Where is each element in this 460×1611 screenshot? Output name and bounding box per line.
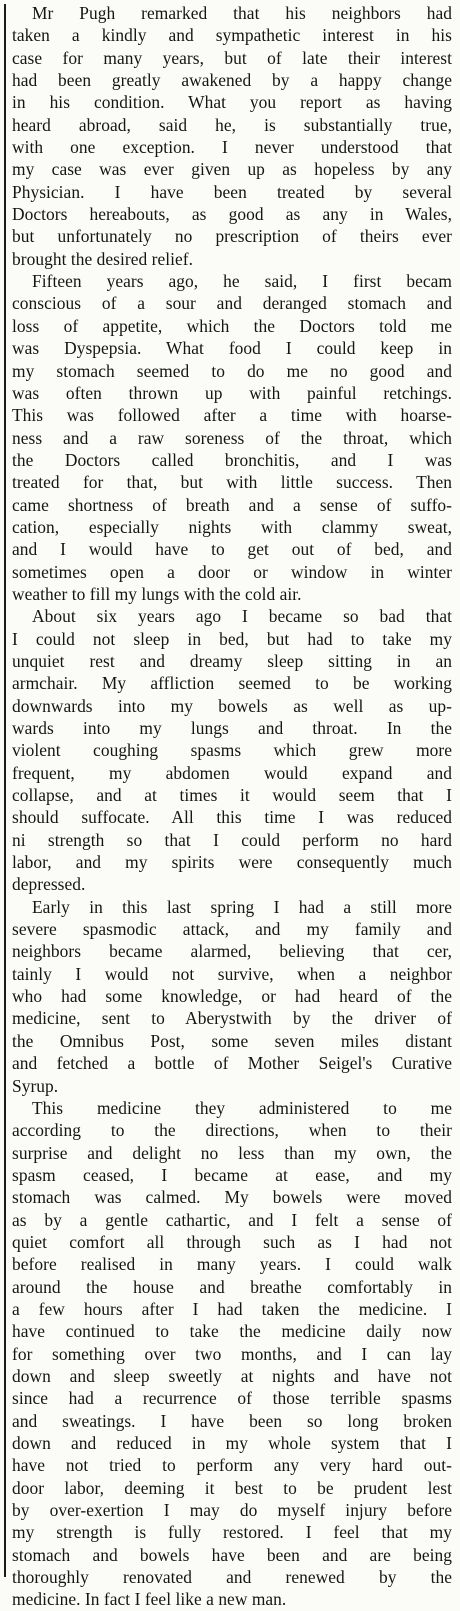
text-line: surprise and delight no less than my own, the: [12, 1142, 452, 1163]
text-line: my case was ever given up as hopeless by any: [12, 159, 452, 180]
text-line: medicine, sent to Aberystwith by the driver of: [12, 1008, 452, 1029]
text-line: by over-exertion I may do myself injury before: [12, 1500, 452, 1521]
text-line: since had a recurrence of those terrible spasms: [12, 1388, 452, 1409]
text-line: was Dyspepsia. What food I could keep in: [12, 338, 452, 359]
text-line: down and sleep sweetly at nights and have not: [12, 1365, 452, 1386]
text-line: thoroughly renovated and renewed by the: [12, 1567, 452, 1588]
text-line: was often thrown up with painful retchings.: [12, 382, 452, 403]
text-line: in his condition. What you report as having: [12, 92, 452, 113]
paragraph: [12, 605, 452, 895]
text-line: before realised in many years. I could walk: [12, 1254, 452, 1275]
text-line: Syrup.: [12, 1075, 59, 1096]
text-line: came shortness of breath and a sense of suffo-: [12, 494, 452, 515]
text-line: according to the directions, when to their: [12, 1120, 452, 1141]
text-line: the Doctors called bronchitis, and I was: [12, 449, 452, 470]
text-line: have not tried to perform any very hard out-: [12, 1455, 452, 1476]
text-line: stomach was calmed. My bowels were moved: [12, 1187, 452, 1208]
text-line: sometimes open a door or window in winter: [12, 561, 452, 582]
text-line: but unfortunately no prescription of theirs ever: [12, 226, 452, 247]
text-line: around the house and breathe comfortably in: [12, 1276, 452, 1297]
text-line: labor, and my spirits were consequently much: [12, 852, 452, 873]
paragraph: [12, 2, 452, 270]
column-rule: [4, 4, 6, 1577]
text-line: cation, especially nights with clammy sweat,: [12, 516, 452, 537]
text-line: downwards into my bowels as well as up-: [12, 695, 452, 716]
text-line: stomach and bowels have been and are being: [12, 1544, 452, 1565]
text-line: loss of appetite, which the Doctors told me: [12, 315, 452, 336]
text-line: Physician. I have been treated by several: [12, 181, 452, 202]
text-line: Mr Pugh remarked that his neighbors had: [32, 3, 452, 23]
text-line: as by a gentle cathartic, and I felt a sense of: [12, 1209, 452, 1230]
text-line: who had some knowledge, or had heard of the: [12, 986, 452, 1007]
text-line: This medicine they administered to me: [32, 1097, 452, 1118]
text-line: conscious of a sour and deranged stomach and: [12, 293, 452, 314]
text-line: depressed.: [12, 874, 86, 895]
text-line: ni strength so that I could perform no hard: [12, 829, 452, 850]
text-line: down and reduced in my whole system that I: [12, 1433, 452, 1453]
text-line: violent coughing spasms which grew more: [12, 740, 452, 761]
text-line: my strength is fully restored. I feel that my: [12, 1522, 452, 1543]
text-line: a few hours after I had taken the medicine. I: [12, 1298, 452, 1319]
text-line: and fetched a bottle of Mother Seigel's Curative: [12, 1053, 452, 1074]
text-line: my stomach seemed to do me no good and: [12, 360, 452, 381]
text-line: Early in this last spring I had a still more: [32, 896, 452, 917]
paragraph: [12, 896, 452, 1097]
text-line: collapse, and at times it would seem that I: [12, 785, 452, 806]
text-line: quiet comfort all through such as I had not: [12, 1231, 452, 1252]
text-line: armchair. My affliction seemed to be working: [12, 673, 452, 694]
text-line: heard abroad, said he, is substantially true,: [12, 114, 452, 135]
text-line: frequent, my abdomen would expand and: [12, 762, 452, 783]
text-line: About six years ago I became so bad that: [32, 606, 452, 627]
text-line: and I would have to get out of bed, and: [12, 539, 452, 560]
text-line: with one exception. I never understood that: [12, 137, 452, 158]
text-line: the Omnibus Post, some seven miles distant: [12, 1030, 452, 1051]
text-line: This was followed after a time with hoarse-: [12, 405, 452, 426]
text-line: door labor, deeming it best to be prudent lest: [12, 1477, 452, 1498]
text-line: taken a kindly and sympathetic interest in his: [12, 25, 452, 46]
text-line: Fifteen years ago, he said, I first becam: [32, 271, 452, 292]
text-line: neighbors became alarmed, believing that cer,: [12, 941, 452, 962]
text-line: had been greatly awakened by a happy change: [12, 70, 452, 91]
text-line: have continued to take the medicine daily now: [12, 1321, 452, 1342]
text-line: weather to fill my lungs with the cold air.: [12, 583, 302, 604]
text-line: Doctors hereabouts, as good as any in Wales,: [12, 204, 452, 225]
text-line: medicine. In fact I feel like a new man.: [12, 1589, 287, 1610]
text-line: spasm ceased, I became at ease, and my: [12, 1164, 452, 1185]
text-line: case for many years, but of late their interest: [12, 47, 452, 68]
text-line: severe spasmodic attack, and my family and: [12, 919, 452, 940]
text-line: and sweatings. I have been so long broken: [12, 1410, 452, 1431]
text-line: treated for that, but with little success. Then: [12, 472, 452, 493]
text-line: for something over two months, and I can lay: [12, 1343, 452, 1364]
text-line: wards into my lungs and throat. In the: [12, 718, 452, 738]
text-line: tainly I would not survive, when a neighbor: [12, 963, 452, 984]
text-line: unquiet rest and dreamy sleep sitting in an: [12, 650, 452, 671]
text-line: ness and a raw soreness of the throat, which: [12, 427, 452, 448]
article-text: [12, 2, 452, 1611]
text-line: should suffocate. All this time I was reduced: [12, 807, 452, 828]
paragraph: [12, 1097, 452, 1611]
text-line: I could not sleep in bed, but had to take my: [12, 628, 452, 649]
paragraph: [12, 270, 452, 605]
text-line: brought the desired relief.: [12, 248, 193, 269]
